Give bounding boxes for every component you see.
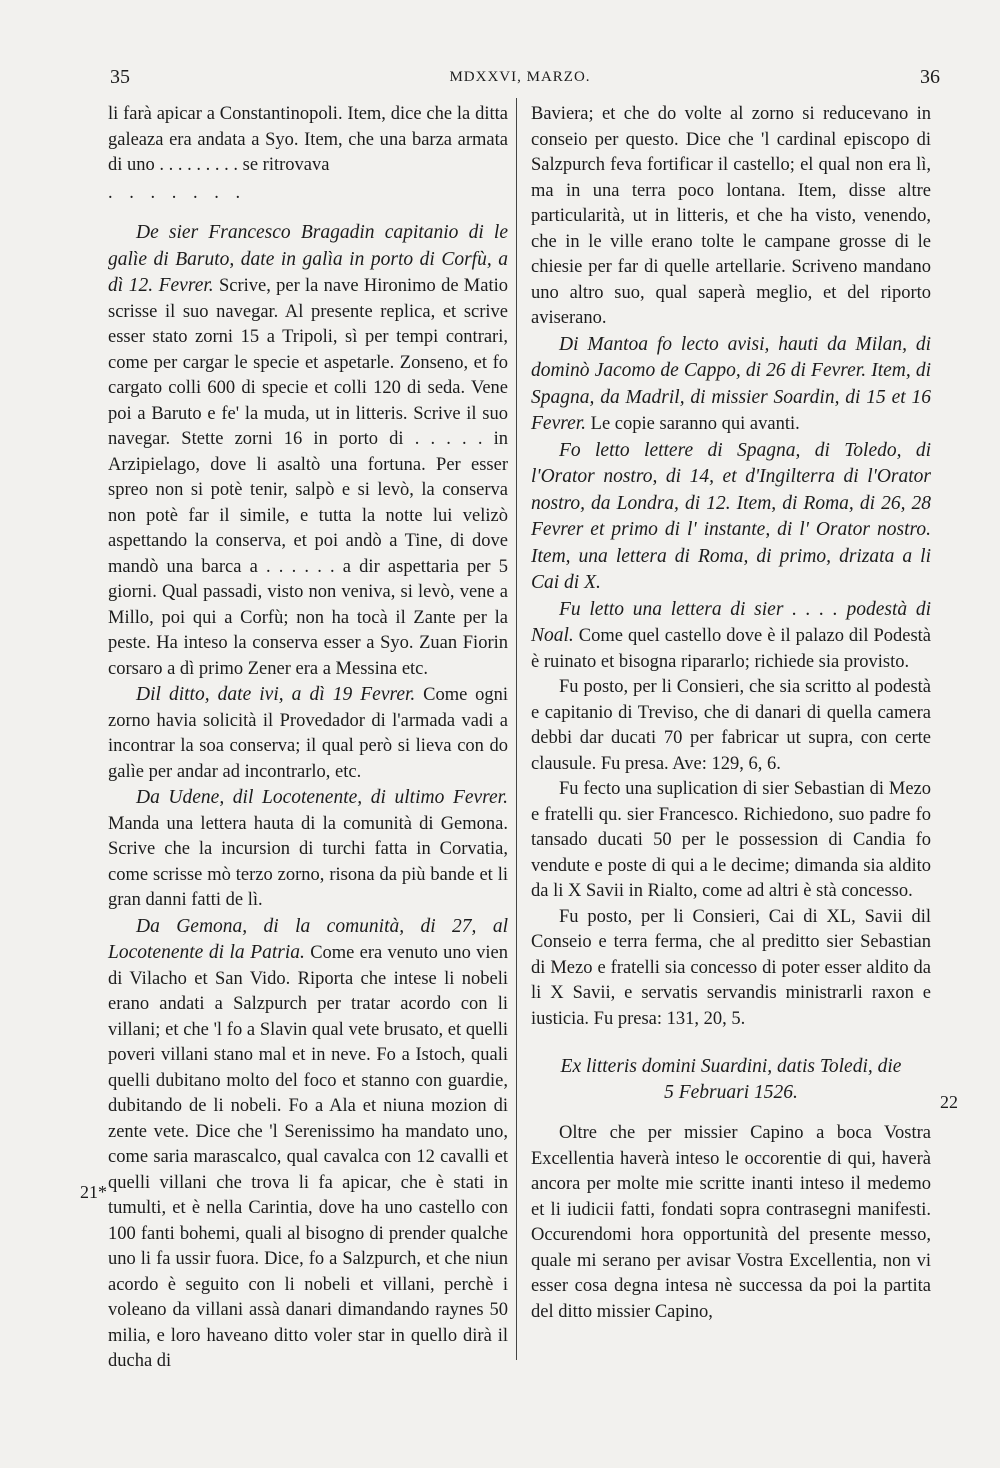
letter-heading: Fu letto una lettera di sier . . . . podestà di Noal. <box>531 598 931 646</box>
page-number-left: 35 <box>110 66 130 88</box>
letter-heading: De sier Francesco Bragadin capitanio di le galìe di Baruto, date in galìa in porto di Corfù, a dì 12. Fevrer. <box>108 222 508 296</box>
section-heading <box>531 1054 931 1105</box>
section-heading-line: Ex litteris domini Suardini, datis Toledi, die <box>560 1056 902 1077</box>
paragraph-body: Come ogni zorno havia solicità il Provedador di l'armada vadi a incontrar la soa conserva; il qual però si lieva con do galìe per andar ad incontrarlo, etc. <box>108 685 509 782</box>
paragraph <box>108 785 508 914</box>
column-divider <box>516 98 517 1360</box>
paragraph <box>108 682 508 785</box>
paragraph: Fu posto, per li Consieri, che sia scritto al podestà e capitanio di Treviso, che di danari di quella camera debbi dar ducati 70 per fabricar ut supra, con certe clausule. Fu presa. Ave: 129, 6, 6. <box>531 677 931 774</box>
paragraph: Fu posto, per li Consieri, Cai di XL, Savii dil Conseio e terra ferma, che al preditto sier Sebastian di Mezo e fratelli sia concesso di poter esser aldito da li X Savii, e servatis servandis ministrarli raxon e iusticia. Fu presa: 131, 20, 5. <box>531 906 931 1029</box>
spacer <box>108 206 508 220</box>
paragraph <box>531 597 931 676</box>
paragraph: Baviera; et che do volte al zorno si reducevano in conseio per questo. Dice che 'l cardinal episcopo di Salzpurch feva fortificar il castello; el qual non era lì, ma in una terra poco lontana. Item, disse altre particularità, ut in litteris, et che ha visto, venendo, che in le ville erano tolte le campane grosse di le chiesie per far di quelle artellarie. Scriveno mandano uno altro suo, qual saperà meglio, et del riporto aviserano. <box>531 104 931 328</box>
paragraph <box>531 332 931 438</box>
section-heading-line: 5 Februari 1526. <box>664 1081 798 1103</box>
paragraph-body: Manda una lettera hauta di la comunità di Gemona. Scrive che la incursion di turchi fatta in Corvatia, come scrisse mò terzo zorno, risona da più bande et li gran danni fatti de lì. <box>108 813 508 910</box>
paragraph-body: Come quel castello dove è il palazo dil Podestà è ruinato et bisogna ripararlo; richiede sia provisto. <box>531 626 931 672</box>
margin-number-left: 21* <box>80 1182 107 1202</box>
paragraph <box>108 914 508 1375</box>
paragraph-body: Come era venuto uno vien di Vilacho et San Vido. Riporta che intese li nobeli erano andati a Salzpurch per tratar acordo con li villani; et che 'l fo a Slavin qual vete brusato, et quelli poveri villani stano mal et in neve. Fo a Istoch, quali quelli dubitano molto del foco et stanno con guardie, dubitando de li nobeli. Fo a Ala et niuna mozion di zente vete. Dice che 'l Serenissimo ha mandato uno, come saria marascalco, qual cavalca con 12 cavalli et quelli villani che trova li fa apicar, che è stati in tumulti, et è nella Carintia, dove ha uno castello con 100 fanti bohemi, quali al bisogno di prender qualche uno li fa ussir fuora. Dice, fo a Salzpurch, et che niun acordo è seguito con li nobeli et villani, perchè i voleano da villani assà danari dimandando raynes 50 milia, e loro haveano ditto voler star in quello dirà il ducha di <box>108 943 508 1371</box>
left-column <box>108 102 508 1375</box>
right-column <box>531 102 931 1325</box>
letter-heading: Da Gemona, di la comunità, di 27, al Locotenente di la Patria. <box>108 915 508 963</box>
page-header <box>100 62 940 92</box>
paragraph: li farà apicar a Constantinopoli. Item, dice che la ditta galeaza era andata a Syo. Item, che una barza armata di uno . . . . . . . . . se ritrovava <box>108 104 508 175</box>
letter-heading: Dil ditto, date ivi, a dì 19 Fevrer. <box>136 684 416 705</box>
paragraph-body: Scrive, per la nave Hironimo de Matio scrisse il suo navegar. Al presente replica, et scrive esser stato zorni 15 a Tripoli, sì per tempi contrari, come per cargar le specie et aspetarle. Zonseno, et fo cargato colli 600 di specie et colli 120 di seda. Vene poi a Baruto e fe' la muda, ut in litteris. Scrive il suo navegar. Stette zorni 16 in porto di . . . . . in Arzipielago, dove li asaltò una fortuna. Per esser spreo non si potè tenir, salpò e si levò, la conserva non potè far il simile, e tutta la notte lui velizò aspettando la conserva, et poi andò a Tine, di dove mandò una barca a . . . . . . a dir aspettaria per 5 giorni. Qual passadi, visto non veniva, si levò, vene a Millo, poi qui a Corfù; non ha tocà il Zante per la peste. Ha inteso la conserva esser a Syo. Zuan Fiorin corsaro a dì primo Zener era a Messina etc. <box>108 276 508 679</box>
margin-number-right: 22 <box>940 1092 958 1112</box>
paragraph <box>531 438 931 597</box>
page-number-right: 36 <box>920 66 940 88</box>
letter-heading: Fo letto lettere di Spagna, di Toledo, di l'Orator nostro, di 14, et d'Ingilterra di l'Orator nostro, da Londra, di 12. Item, di Roma, di 26, 28 Fevrer et primo di l' instante, di l' Orator nostro. Item, una lettera di Roma, di primo, drizata a li Cai di X. <box>531 439 931 593</box>
paragraph <box>108 220 508 682</box>
paragraph: Oltre che per missier Capino a boca Vostra Excellentia haverà inteso le occorentie di qui, haverà ancora per molte mie scritte inanti inteso il medemo et li iudicii fatti, fondati sopra contrasegni manifesti. Occurendomi hora opportunità del presente messo, quale mi serano per avisar Vostra Excellentia, non vi esser cosa degna intesa nè successa da poi la partita del ditto missier Capino, <box>531 1123 931 1322</box>
running-title: MDXXVI, MARZO. <box>449 69 591 85</box>
paragraph: Fu fecto una suplication di sier Sebastian di Mezo e fratelli qu. sier Francesco. Richiedono, suo padre fo tansado ducati 50 per le possession di Candia fo vendute e poste di qui a le decime; dimanda sia aldito da li X Savii in Rialto, come ad altri è stà concesso. <box>531 779 931 901</box>
ellipsis-line: . . . . . . . <box>108 182 247 203</box>
letter-heading: Di Mantoa fo lecto avisi, hauti da Milan, di dominò Jacomo de Cappo, di 26 di Fevrer. Item, di Spagna, da Madril, di missier Soardin, di 15 et 16 Fevrer. <box>531 333 931 434</box>
paragraph-body: Le copie saranno qui avanti. <box>590 414 800 434</box>
letter-heading: Da Udene, dil Locotenente, di ultimo Fevrer. <box>136 787 508 808</box>
